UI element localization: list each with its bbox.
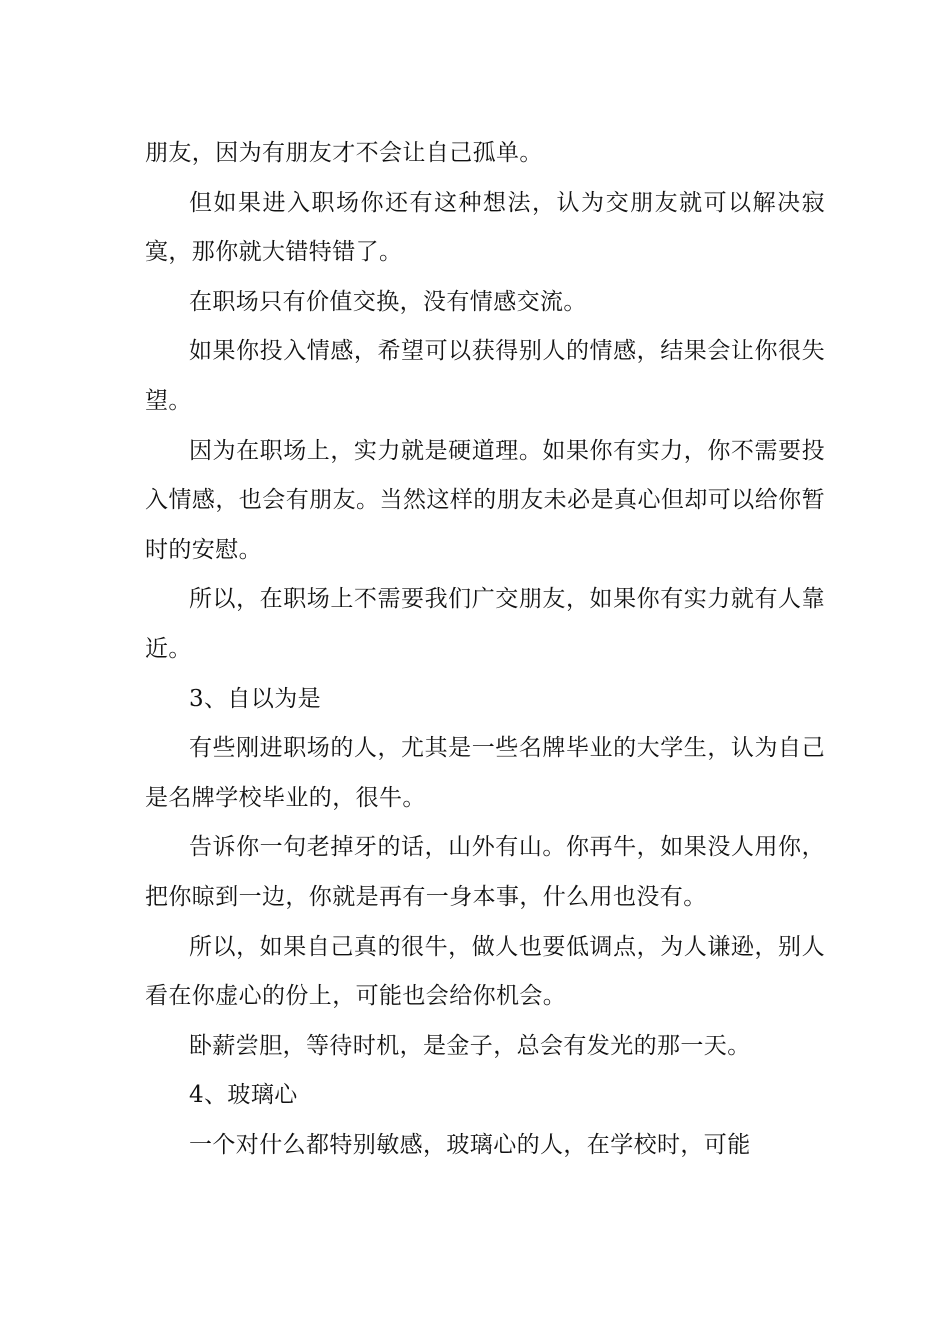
section-heading: 4、玻璃心 (189, 1082, 298, 1109)
paragraph: 所以，如果自己真的很牛，做人也要低调点，为人谦逊，别人看在你虚心的份上，可能也会给你机会。 (145, 933, 825, 1010)
paragraph: 告诉你一句老掉牙的话，山外有山。你再牛，如果没人用你，把你晾到一边，你就是再有一身本事，什么用也没有。 (145, 834, 825, 910)
paragraph: 因为在职场上，实力就是硬道理。如果你有实力，你不需要投入情感，也会有朋友。当然这样的朋友未必是真心但却可以给你暂时的安慰。 (145, 437, 825, 563)
paragraph: 卧薪尝胆，等待时机，是金子，总会有发光的那一天。 (189, 1032, 751, 1059)
paragraph: 一个对什么都特别敏感，玻璃心的人，在学校时，可能 (189, 1131, 751, 1158)
paragraph: 朋友，因为有朋友才不会让自己孤单。 (145, 140, 543, 166)
paragraph: 有些刚进职场的人，尤其是一些名牌毕业的大学生，认为自己是名牌学校毕业的，很牛。 (145, 735, 825, 811)
section-heading: 3、自以为是 (189, 685, 322, 712)
paragraph: 如果你投入情感，希望可以获得别人的情感，结果会让你很失望。 (145, 338, 825, 414)
paragraph: 所以，在职场上不需要我们广交朋友，如果你有实力就有人靠近。 (145, 586, 825, 662)
paragraph: 但如果进入职场你还有这种想法，认为交朋友就可以解决寂寞，那你就大错特错了。 (145, 189, 825, 266)
paragraph: 在职场只有价值交换，没有情感交流。 (189, 288, 587, 315)
document-body (145, 129, 825, 1170)
